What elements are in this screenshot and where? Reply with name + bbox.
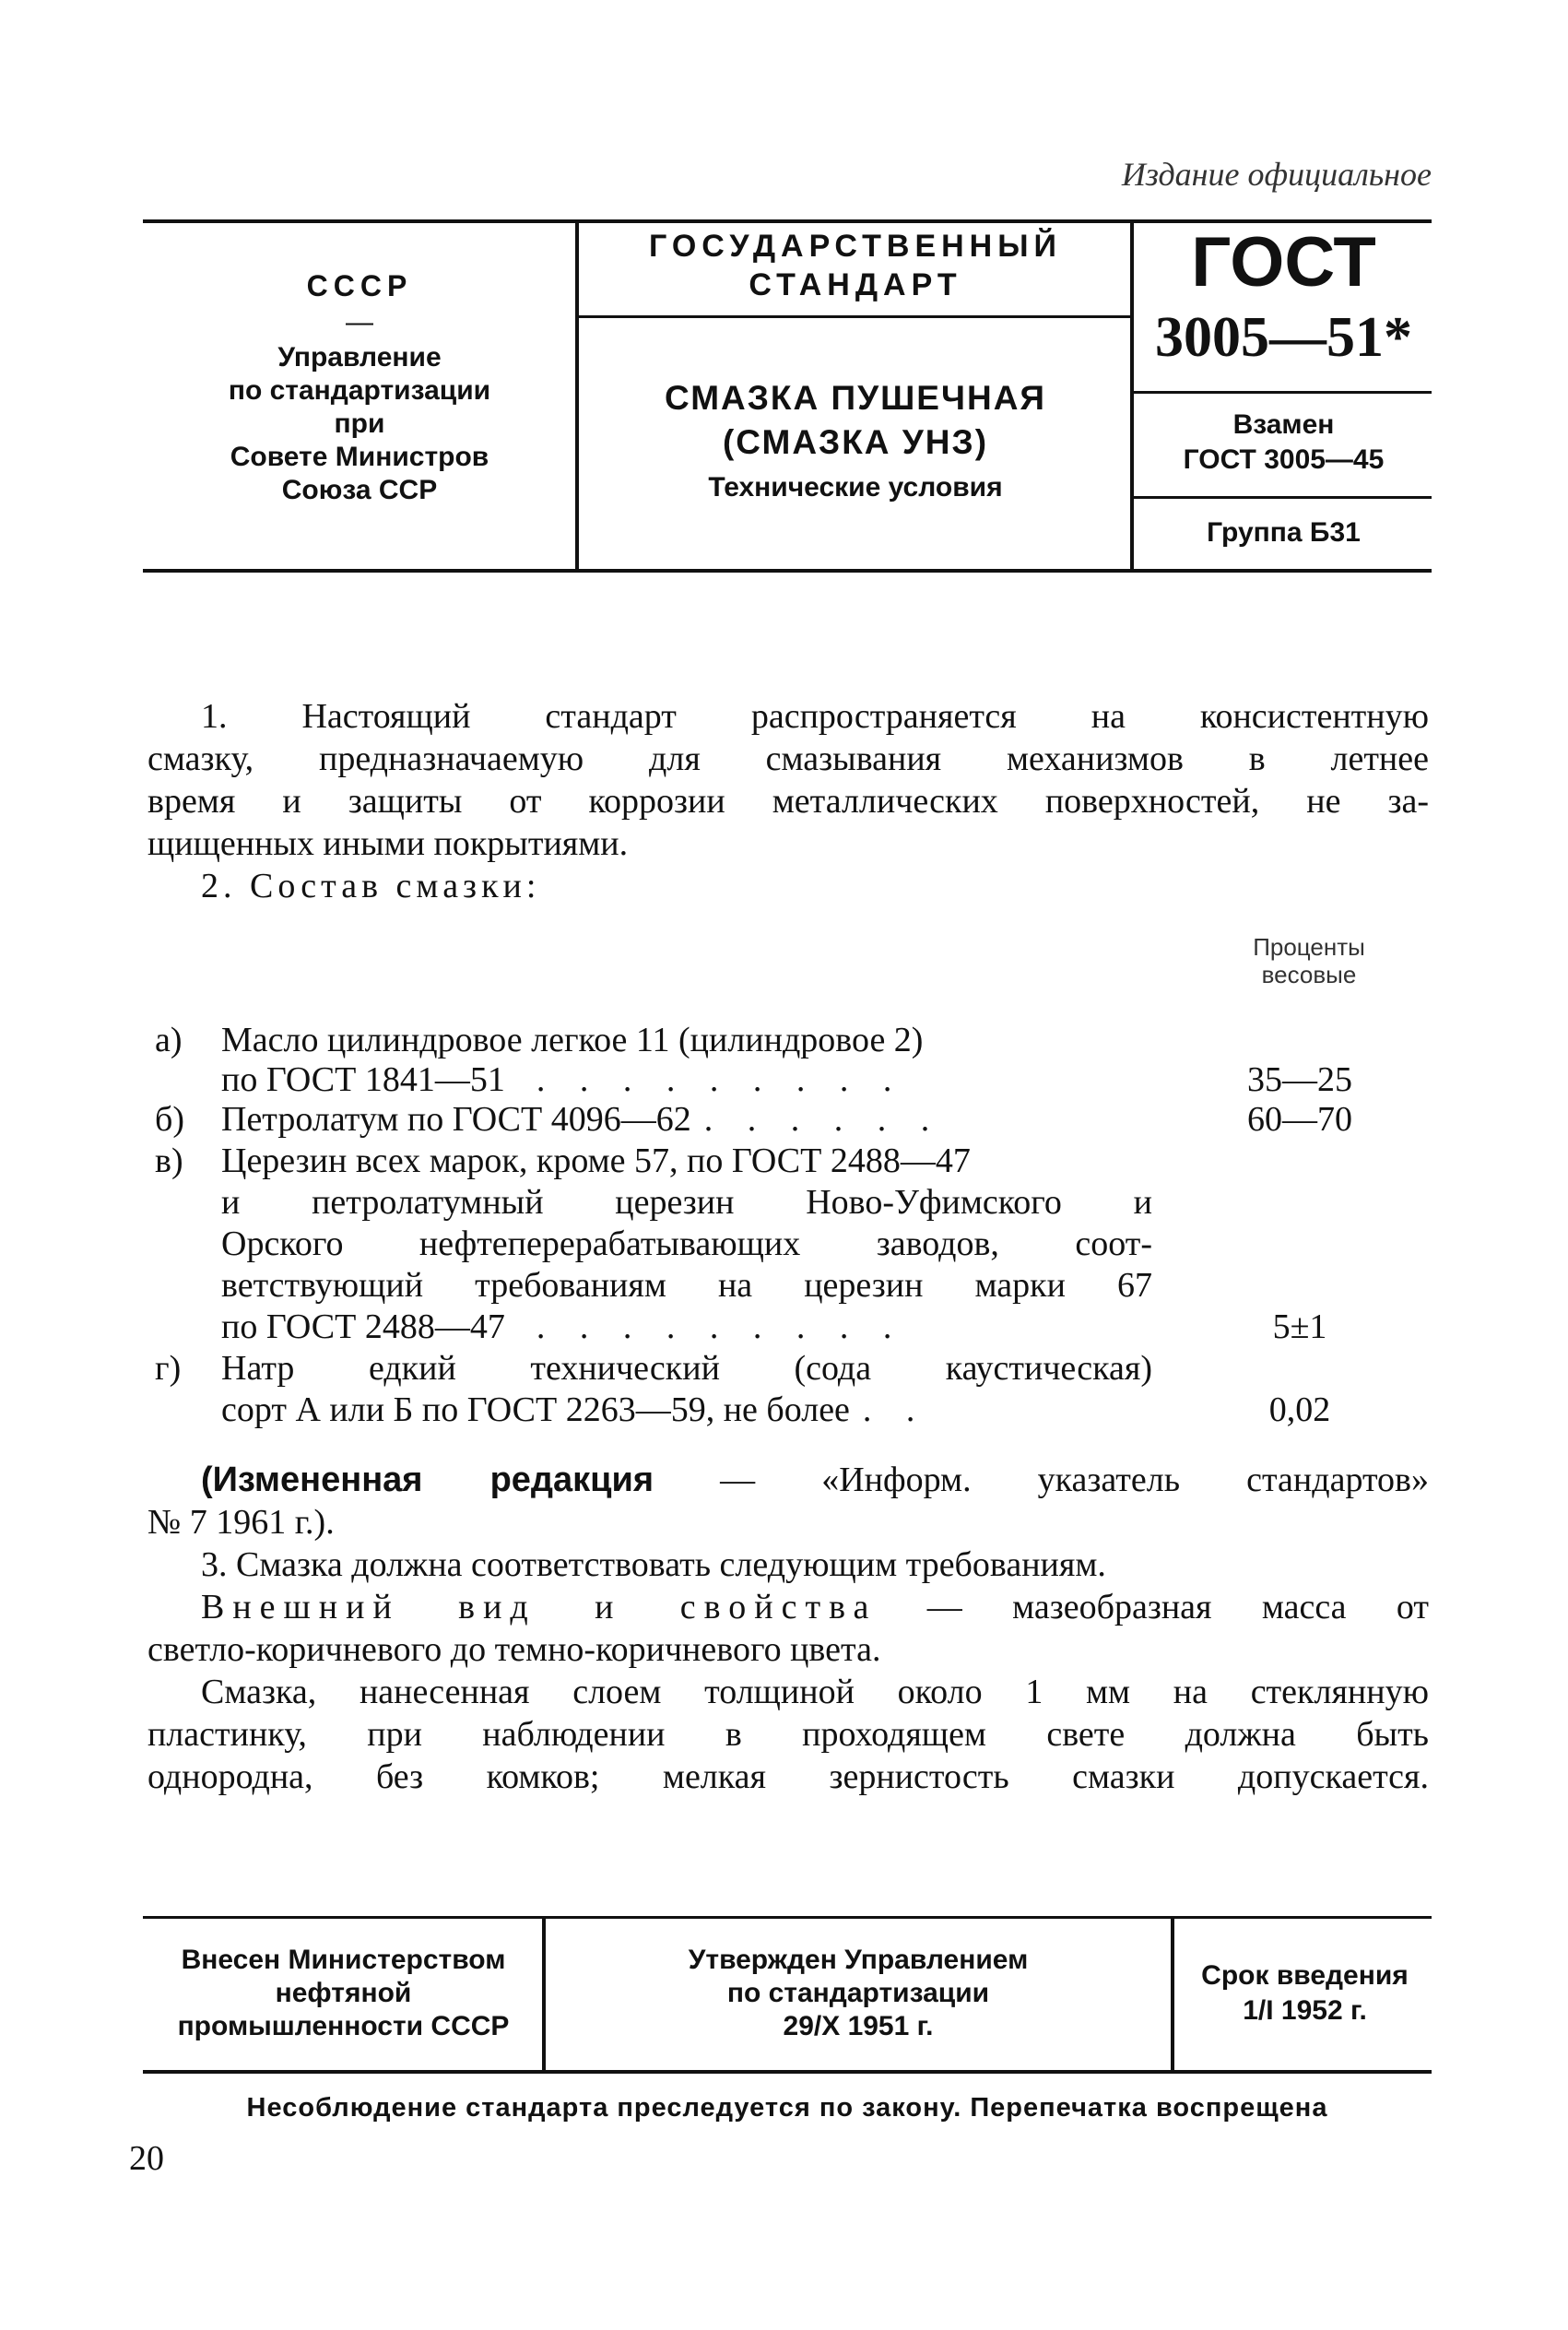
replaces-label: Взамен [1232, 409, 1335, 440]
standard-type-line1: ГОСУДАРСТВЕННЫЙ [649, 229, 1062, 264]
org-line: при [334, 408, 385, 439]
replaces-value: ГОСТ 3005—45 [1183, 444, 1385, 475]
footer-effective-line: Срок введения [1201, 1960, 1409, 1991]
composition-item-line: Натр едкий технический (сода каустическая) [221, 1349, 1152, 1388]
p1-line: смазку, предназначаемую для смазывания механизмов в летнее [147, 739, 1429, 778]
header-middle-title [581, 376, 1130, 511]
composition-item-marker: а) [155, 1021, 183, 1059]
org-line: по стандартизации [228, 375, 491, 406]
gost-label: ГОСТ [1191, 223, 1376, 302]
footer-vline-1 [542, 1918, 546, 2070]
standard-title-line1: СМАЗКА ПУШЕЧНАЯ [664, 379, 1047, 417]
header-bottom-rule [143, 569, 1432, 573]
leader-dots: . . . . . . . . . [536, 1060, 905, 1099]
composition-item-line: Орского нефтеперерабатывающих заводов, соот- [221, 1224, 1152, 1263]
p3-line [201, 1586, 1429, 1628]
composition-item-marker: г) [155, 1349, 182, 1388]
composition-item-line [221, 1389, 927, 1431]
p1-line: 1. Настоящий стандарт распространяется на консистентную [201, 697, 1429, 736]
standard-type-line2: СТАНДАРТ [749, 267, 962, 302]
footer-approved-line: по стандартизации [726, 1978, 990, 2008]
p1-line: щищенных иными покрытиями. [147, 824, 629, 863]
composition-item-line: Масло цилиндровое легкое 11 (цилиндровое 2) [221, 1021, 924, 1059]
p3-line: 3. Смазка должна соответствовать следующим требованиям. [201, 1545, 1106, 1584]
country-name: СССР [306, 269, 413, 302]
footer-effective-date [1178, 1958, 1432, 2028]
p2-heading: 2. Состав смазки: [201, 867, 541, 905]
header-vline-2 [1130, 221, 1134, 571]
composition-item-line [221, 1098, 942, 1141]
header-middle-top [581, 227, 1130, 304]
header-right-hline-2 [1134, 496, 1432, 499]
percent-header-line1: Проценты [1253, 933, 1365, 961]
composition-item-line: Церезин всех марок, кроме 57, по ГОСТ 2488—47 [221, 1141, 971, 1180]
header-left-cell [147, 267, 572, 507]
amendment-line2: № 7 1961 г.). [147, 1503, 335, 1542]
percent-header-line2: весовые [1261, 961, 1357, 988]
header-vline-1 [575, 221, 579, 571]
standard-title-line2: (СМАЗКА УНЗ) [722, 423, 989, 461]
footer-approved [549, 1944, 1167, 2043]
composition-item-value: 60—70 [1247, 1100, 1352, 1139]
p4-line: пластинку, при наблюдении в проходящем свете должна быть [147, 1715, 1429, 1754]
p1-line: время и защиты от коррозии металлических поверхностей, не за- [147, 782, 1429, 821]
legal-notice: Несоблюдение стандарта преследуется по закону. Перепечатка воспрещена [246, 2093, 1328, 2123]
composition-item-line [221, 1059, 904, 1101]
p3-spaced: Внешний вид и свойства [201, 1588, 878, 1626]
header-right-replaces [1136, 408, 1432, 478]
composition-item-value: 0,02 [1268, 1390, 1331, 1429]
composition-item-line: и петролатумный церезин Ново-Уфимского и [221, 1183, 1152, 1222]
amendment-rest: — «Информ. указатель стандартов» [654, 1461, 1430, 1499]
footer-bottom-rule [143, 2070, 1432, 2074]
standard-subtitle: Технические условия [708, 472, 1003, 503]
footer-introduced [147, 1944, 539, 2043]
leader-dots: . . [862, 1390, 928, 1429]
amendment-line [201, 1459, 1429, 1501]
composition-item-text: сорт А или Б по ГОСТ 2263—59, не более [221, 1390, 850, 1429]
edition-note: Издание официальное [1121, 156, 1432, 193]
amendment-bold: (Измененная редакция [201, 1461, 654, 1499]
footer-introduced-line: Внесен Министерством [181, 1945, 506, 1975]
p3-rest: — мазеобразная масса от [877, 1588, 1429, 1626]
group-code: Группа Б31 [1207, 517, 1361, 548]
composition-item-text: по ГОСТ 1841—51 [221, 1060, 505, 1099]
p3-line: светло-коричневого до темно-коричневого цвета. [147, 1630, 881, 1669]
footer-introduced-line: нефтяной [275, 1978, 412, 2008]
page-number: 20 [129, 2139, 164, 2178]
org-line: Союза ССР [281, 475, 438, 505]
p4-line: однородна, без комков; мелкая зернистость смазки допускается. [147, 1757, 1429, 1796]
percent-header [1226, 933, 1392, 988]
footer-approved-line: 29/X 1951 г. [783, 2011, 934, 2041]
header-right-group [1136, 514, 1432, 551]
leader-dots: . . . . . . [703, 1100, 943, 1139]
composition-item-line [221, 1306, 904, 1348]
country-dash: — [346, 307, 373, 337]
footer-effective-line: 1/I 1952 г. [1243, 1995, 1367, 2026]
footer-vline-2 [1171, 1918, 1174, 2070]
composition-item-value: 5±1 [1272, 1307, 1327, 1346]
footer-introduced-line: промышленности СССР [177, 2011, 510, 2041]
footer-top-rule [143, 1916, 1432, 1919]
p4-line: Смазка, нанесенная слоем толщиной около 1 мм на стеклянную [201, 1673, 1429, 1711]
header-right-top [1136, 225, 1432, 374]
composition-item-text: Петролатум по ГОСТ 4096—62 [221, 1100, 691, 1139]
composition-item-text: по ГОСТ 2488—47 [221, 1307, 505, 1346]
composition-item-line: ветствующий требованиям на церезин марки 67 [221, 1266, 1152, 1305]
gost-number: 3005—51* [1155, 306, 1412, 369]
org-line: Совете Министров [230, 442, 489, 472]
composition-item-marker: в) [155, 1141, 183, 1180]
header-mid-hline [579, 315, 1130, 318]
footer-approved-line: Утвержден Управлением [688, 1945, 1029, 1975]
leader-dots: . . . . . . . . . [536, 1307, 905, 1346]
header-right-hline-1 [1134, 391, 1432, 394]
org-line: Управление [277, 342, 442, 373]
composition-item-marker: б) [155, 1100, 184, 1139]
composition-item-value: 35—25 [1247, 1060, 1352, 1099]
